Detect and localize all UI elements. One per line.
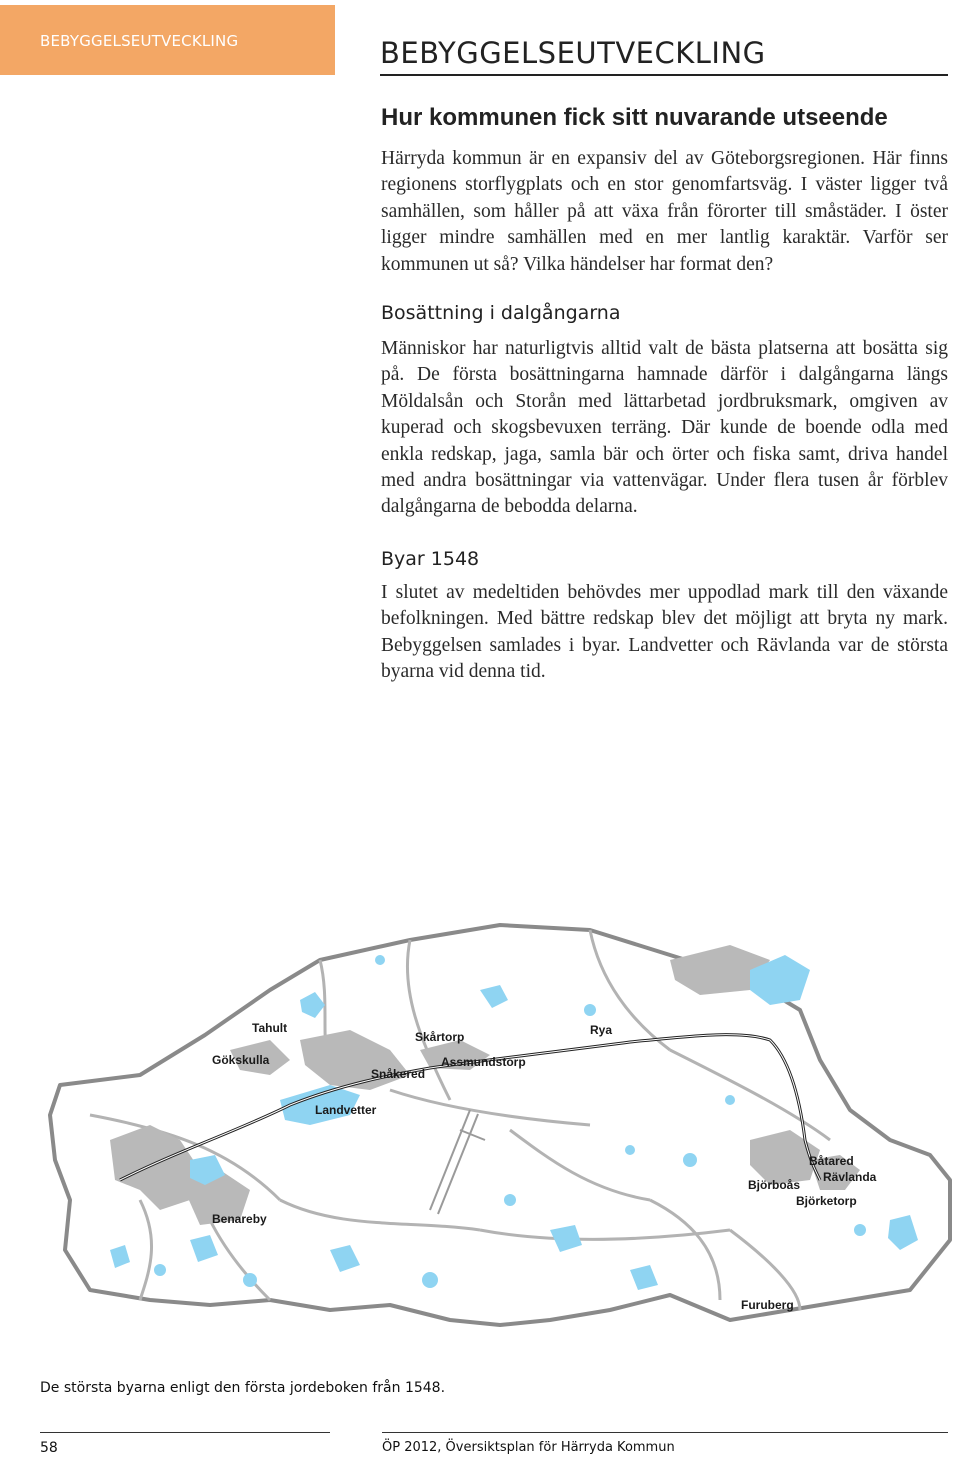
section-heading-settlement: Bosättning i dalgångarna — [381, 302, 621, 324]
village-label-furuberg: Furuberg — [741, 1298, 794, 1312]
article-title: Hur kommunen fick sitt nuvarande utseende — [381, 104, 888, 131]
village-label-rya: Rya — [590, 1023, 613, 1037]
chapter-tab-label: BEBYGGELSEUTVECKLING — [40, 32, 239, 50]
map-graphic — [30, 900, 960, 1370]
chapter-title-rule — [380, 74, 948, 76]
village-label-assmundstorp: Assmundstorp — [441, 1055, 526, 1069]
village-label-skartorp: Skårtorp — [415, 1030, 465, 1044]
footer-rule-right — [382, 1432, 948, 1433]
village-label-tahult: Tahult — [252, 1021, 288, 1035]
chapter-title: BEBYGGELSEUTVECKLING — [380, 36, 766, 70]
village-label-landvetter: Landvetter — [315, 1103, 377, 1117]
village-label-bjorketorp: Björketorp — [796, 1194, 857, 1208]
map-caption: De största byarna enligt den första jordeboken från 1548. — [40, 1380, 446, 1396]
footer-publication: ÖP 2012, Översiktsplan för Härryda Kommun — [382, 1440, 675, 1455]
villages-paragraph: I slutet av medeltiden behövdes mer uppodlad mark till den växande befolkningen. Med bättre redskap blev det möjligt att bryta ny mark. Bebyggelsen samlades i byar. Landvetter och Rävlanda var de största byarna vid denna tid. — [381, 582, 948, 683]
section-heading-villages: Byar 1548 — [381, 548, 480, 570]
village-label-benareby: Benareby — [212, 1212, 267, 1226]
village-label-snakered: Snåkered — [371, 1067, 426, 1081]
village-label-ravlanda: Rävlanda — [823, 1170, 877, 1184]
settlement-paragraph: Människor har naturligtvis alltid valt de bästa platserna att bosätta sig på. De första bosättningarna hamnade därför i dalgångarna längs Möldalsån och Storån med lättarbetad jordbruksmark, omgiven av kuperad och skogsbevuxen terräng. Där kunde de boende odla med enkla redskap, jaga, samla bär och örter och fiska samt, driva handel med andra bosättningar via vattenvägar. Under flera tusen år förblev dalgångarna de bebodda delarna. — [381, 338, 948, 518]
village-label-bjorboas: Björboås — [748, 1178, 801, 1192]
village-label-gokskulla: Gökskulla — [212, 1053, 270, 1067]
village-label-bratared: Båtared — [809, 1154, 854, 1168]
intro-paragraph: Härryda kommun är en expansiv del av Göteborgsregionen. Här finns regionens storflygplats och en stor genomfartsväg. I väster ligger två samhällen, som håller på att växa från förorter till småstäder. I öster ligger mindre samhällen med en mer lantlig karaktär. Varför ser kommunen ut så? Vilka händelser har format den? — [381, 148, 948, 275]
footer-rule-left — [40, 1432, 330, 1433]
chapter-tab — [0, 5, 335, 75]
page-number: 58 — [40, 1440, 58, 1456]
municipality-map — [30, 900, 960, 1370]
